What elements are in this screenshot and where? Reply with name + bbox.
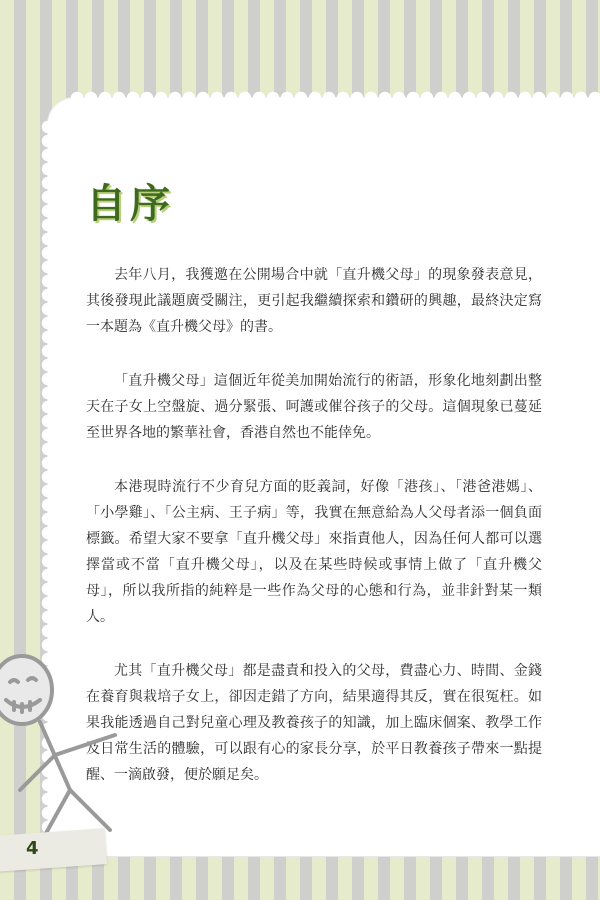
paragraph-3: 本港現時流行不少育兒方面的貶義詞，好像「港孩」、「港爸港媽」、「小學雞」、「公主病、王子病」等，我實在無意給為人父母者添一個負面標籤。希望大家不要拿「直升機父母」來指責他人，因為任何人都可以選擇當或不當「直升機父母」，以及在某些時候或事情上做了「直升機父母」，所以我所指的純粹是一些作為父母的心態和行為，並非針對某一類人。 <box>86 479 542 625</box>
paragraph-2: 「直升機父母」這個近年從美加開始流行的術語，形象化地刻劃出整天在子女上空盤旋、過分緊張、呵護或催谷孩子的父母。這個現象已蔓延至世界各地的繁華社會，香港自然也不能倖免。 <box>86 373 542 441</box>
page-number-tape <box>0 828 107 872</box>
paragraph-4: 尤其「直升機父母」都是盡責和投入的父母，費盡心力、時間、金錢在養育與栽培子女上，卻因走錯了方向，結果適得其反，實在很冤枉。如果我能透過自己對兒童心理及教養孩子的知識，加上臨床個案、教學工作及日常生活的體驗，可以跟有心的家長分享，於平日教養孩子帶來一點提醒、一滴啟發，便於願足矣。 <box>86 663 542 783</box>
paper-scallop-top-edge <box>70 90 600 104</box>
page-number: 4 <box>26 838 39 859</box>
stick-figure-doodle-icon <box>0 640 130 840</box>
preface-body <box>86 262 542 816</box>
page-title: 自序 <box>86 181 174 227</box>
paragraph-1: 去年八月，我獲邀在公開場合中就「直升機父母」的現象發表意見，其後發現此議題廣受關注，更引起我繼續探索和鑽研的興趣，最終決定寫一本題為《直升機父母》的書。 <box>86 267 542 335</box>
